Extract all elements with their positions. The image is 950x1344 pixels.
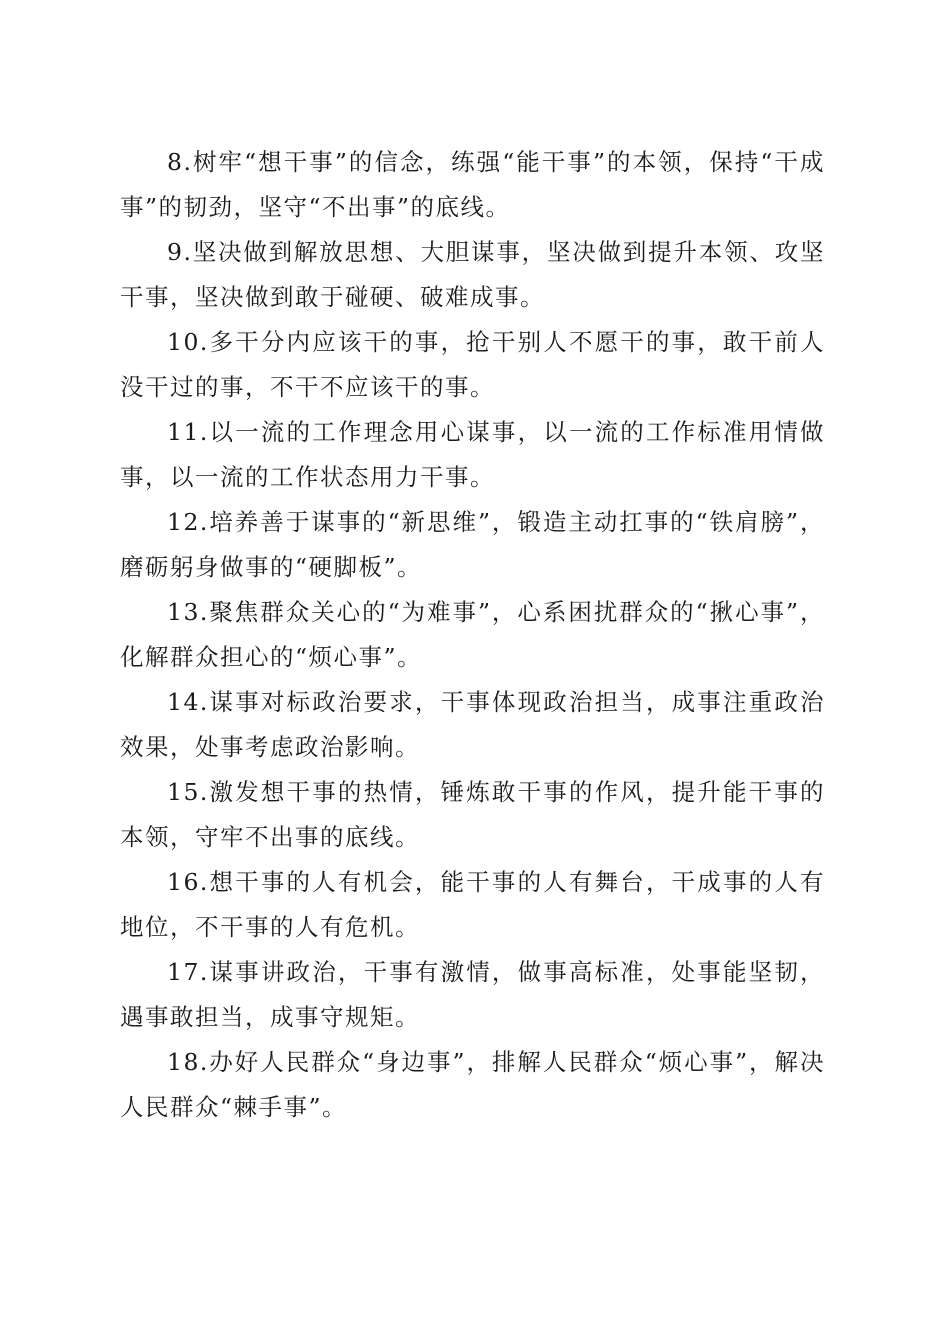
paragraph-14: 14.谋事对标政治要求，干事体现政治担当，成事注重政治效果，处事考虑政治影响。 (120, 688, 825, 761)
paragraph-13: 13.聚焦群众关心的“为难事”，心系困扰群众的“揪心事”，化解群众担心的“烦心事”。 (120, 598, 825, 671)
paragraph-17: 17.谋事讲政治，干事有激情，做事高标准，处事能坚韧，遇事敢担当，成事守规矩。 (120, 958, 825, 1031)
paragraph-8: 8.树牢“想干事”的信念，练强“能干事”的本领，保持“干成事”的韧劲，坚守“不出事”的底线。 (120, 148, 825, 221)
paragraph-15: 15.激发想干事的热情，锤炼敢干事的作风，提升能干事的本领，守牢不出事的底线。 (120, 778, 825, 851)
paragraph-12: 12.培养善于谋事的“新思维”，锻造主动扛事的“铁肩膀”，磨砺躬身做事的“硬脚板”。 (120, 508, 825, 581)
paragraph-16: 16.想干事的人有机会，能干事的人有舞台，干成事的人有地位，不干事的人有危机。 (120, 868, 825, 941)
paragraph-11: 11.以一流的工作理念用心谋事，以一流的工作标准用情做事，以一流的工作状态用力干事。 (120, 418, 825, 491)
paragraph-18: 18.办好人民群众“身边事”，排解人民群众“烦心事”，解决人民群众“棘手事”。 (120, 1048, 825, 1121)
paragraph-9: 9.坚决做到解放思想、大胆谋事，坚决做到提升本领、攻坚干事，坚决做到敢于碰硬、破难成事。 (120, 238, 825, 311)
paragraph-10: 10.多干分内应该干的事，抢干别人不愿干的事，敢干前人没干过的事，不干不应该干的事。 (120, 328, 825, 401)
document-body (120, 140, 825, 1130)
